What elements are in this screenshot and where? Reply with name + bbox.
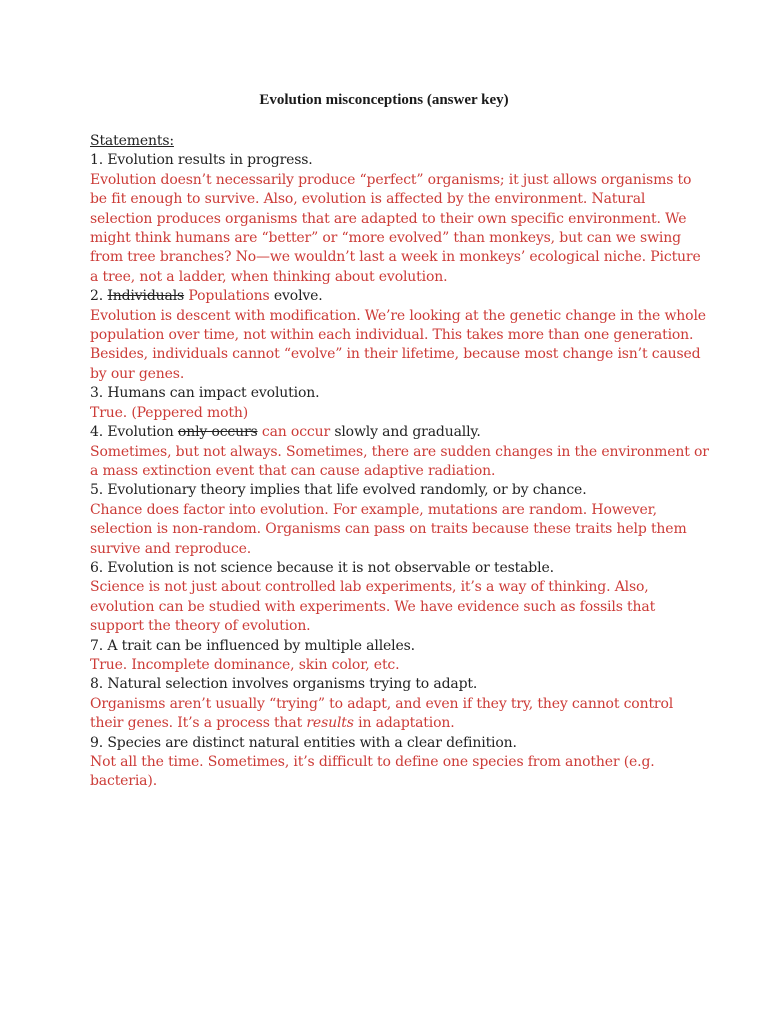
answer-1: Evolution doesn’t necessarily produce “perfect” organisms; it just allows organisms to be fit enough to survive. Also, evolution is affected by the environment. Natural selection produces organisms that are adapted to their own specific environment. We might think humans are “better” or “more evolved” than monkeys, but can we swing from tree branches? No—we wouldn’t last a week in monkeys’ ecological niche. Picture a tree, not a ladder, when thinking about evolution. [90,171,701,285]
statement-4-prefix: 4. Evolution [90,424,174,441]
document-title: Evolution misconceptions (answer key) [259,92,509,108]
statements-label: Statements: [90,133,174,149]
statement-8: 8. Natural selection involves organisms trying to adapt. [90,676,478,693]
statement-4-inserted-text: can occur [261,424,330,441]
statement-4-suffix: slowly and gradually. [334,424,481,441]
statement-6: 6. Evolution is not science because it is not observable or testable. [90,559,554,576]
statement-7: 7. A trait can be influenced by multiple alleles. [90,637,415,654]
document-body [90,132,710,792]
statement-2 [90,287,710,306]
statement-2-prefix: 2. [90,288,104,305]
answer-8-part-1: Organisms aren’t usually “trying” to adapt, and even if they try, they cannot control their genes. It’s a process that [90,695,674,732]
answer-7: True. Incomplete dominance, skin color, etc. [90,656,400,673]
answer-6: Science is not just about controlled lab experiments, it’s a way of thinking. Also, evolution can be studied with experiments. We have evidence such as fossils that support the theory of evolution. [90,579,656,635]
statement-2-struck-text: Individuals [107,288,185,305]
statement-2-inserted-text: Populations [188,288,270,305]
answer-8-part-2: in adaptation. [358,715,455,732]
statement-4 [90,423,710,442]
answer-8-emphasis: results [306,715,354,732]
statement-2-suffix: evolve. [273,288,323,305]
answer-3: True. (Peppered moth) [90,404,249,421]
answer-5: Chance does factor into evolution. For example, mutations are random. However, selection is non-random. Organisms can pass on traits because these traits help them survive and reproduce. [90,501,687,557]
statement-3: 3. Humans can impact evolution. [90,385,320,402]
answer-2: Evolution is descent with modification. We’re looking at the genetic change in the whole population over time, not within each individual. This takes more than one generation. Besides, individuals cannot “evolve” in their lifetime, because most change isn’t caused by our genes. [90,307,706,382]
statement-1: 1. Evolution results in progress. [90,152,313,169]
answer-9: Not all the time. Sometimes, it’s difficult to define one species from another (e.g. bacteria). [90,754,655,790]
statement-5: 5. Evolutionary theory implies that life evolved randomly, or by chance. [90,482,587,499]
answer-8 [90,695,710,734]
answer-4: Sometimes, but not always. Sometimes, there are sudden changes in the environment or a mass extinction event that can cause adaptive radiation. [90,443,709,479]
statement-9: 9. Species are distinct natural entities with a clear definition. [90,734,517,751]
statement-4-struck-text: only occurs [177,424,258,441]
